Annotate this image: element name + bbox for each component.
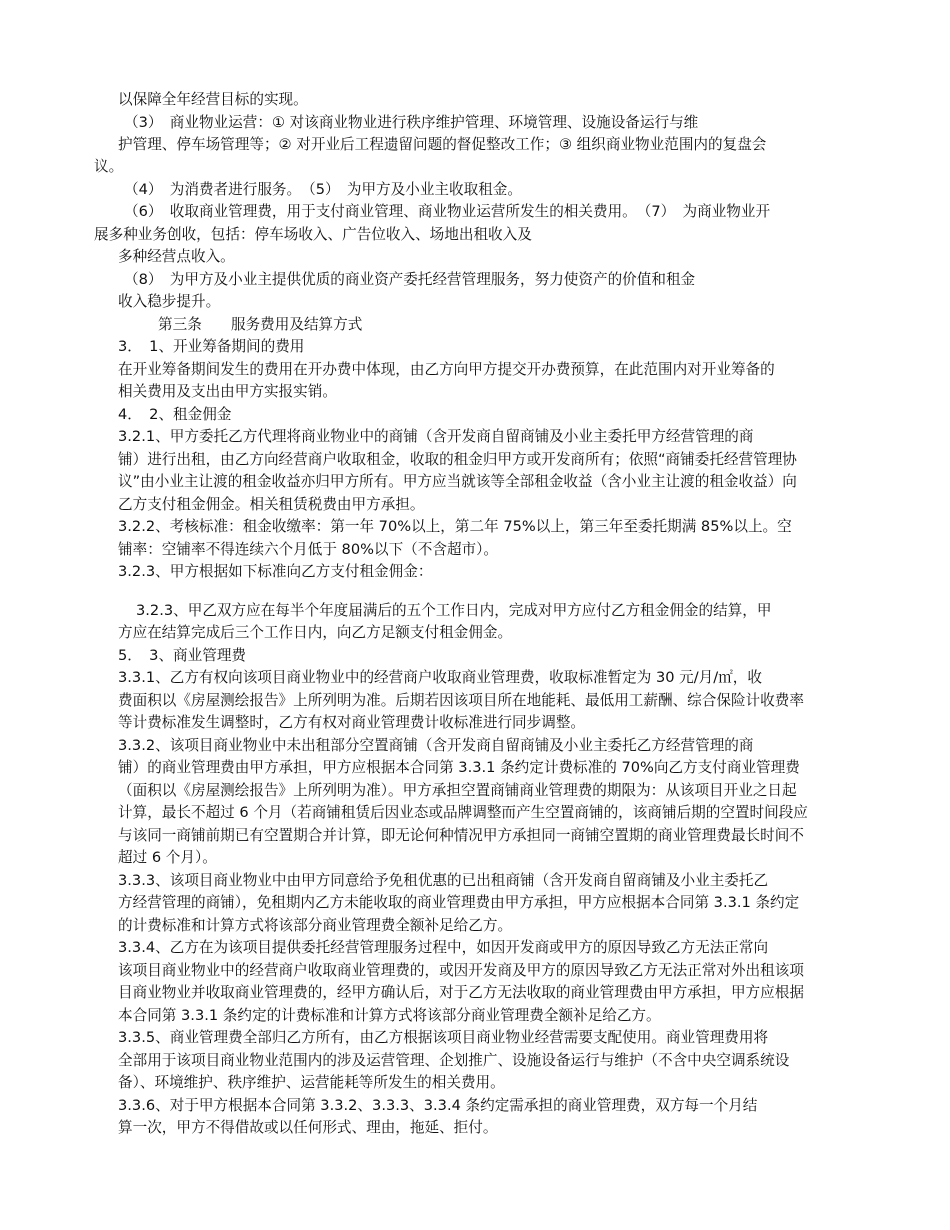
- text-line: 3.2.3、甲方根据如下标准向乙方支付租金佣金：: [118, 563, 433, 580]
- text-line: 3.2.2、考核标准：租金收缴率：第一年 70%以上，第二年 75%以上，第三年至委托期满 85%以上。空: [118, 518, 792, 535]
- text-line: 与该同一商铺前期已有空置期合并计算，即无论何种情况甲方承担同一商铺空置期的商业管理费最长时间不: [118, 827, 804, 844]
- text-line: 方经营管理的商铺），免租期内乙方未能收取的商业管理费由甲方承担，甲方应根据本合同第 3.3.1 条约定: [118, 894, 800, 911]
- text-line: 3.2.3、甲乙双方应在每半个年度届满后的五个工作日内，完成对甲方应付乙方租金佣金的结算，甲: [136, 602, 772, 619]
- text-line: 乙方支付租金佣金。相关租赁税费由甲方承担。: [118, 496, 425, 513]
- text-line: 铺）的商业管理费由甲方承担，甲方应根据本合同第 3.3.1 条约定计费标准的 70%向乙方支付商业管理费: [118, 759, 800, 776]
- article-heading: 第三条 服务费用及结算方式: [158, 316, 363, 333]
- text-line: （6） 收取商业管理费，用于支付商业管理、商业物业运营所发生的相关费用。 （7） 为商业物业开: [124, 203, 771, 220]
- text-line: 展多种业务创收，包括：停车场收入、广告位收入、场地出租收入及: [94, 226, 532, 243]
- text-line: 本合同第 3.3.1 条约定的计费标准和计算方式将该部分商业管理费全额补足给乙方。: [118, 1007, 661, 1024]
- text-line: （4） 为消费者进行服务。 （5） 为甲方及小业主收取租金。: [124, 181, 522, 198]
- section-heading: 4． 2、租金佣金: [118, 406, 232, 423]
- text-line: 3.3.6、对于甲方根据本合同第 3.3.2、3.3.3、3.3.4 条约定需承担的商业管理费，双方每一个月结: [118, 1097, 758, 1114]
- text-line: 3.3.5、商业管理费全部归乙方所有，由乙方根据该项目商业物业经营需要支配使用。商业管理费用将: [118, 1029, 769, 1046]
- text-line: 该项目商业物业中的经营商户收取商业管理费的，或因开发商及甲方的原因导致乙方无法正常对外出租该项: [118, 962, 804, 979]
- section-heading: 5． 3、商业管理费: [118, 647, 247, 664]
- text-line: 铺率：空铺率不得连续六个月低于 80%以下（不含超市）。: [118, 541, 499, 558]
- text-line: （8） 为甲方及小业主提供优质的商业资产委托经营管理服务，努力使资产的价值和租金: [124, 271, 696, 288]
- text-line: 收入稳步提升。: [118, 293, 221, 310]
- text-line: 议。: [94, 158, 124, 175]
- text-line: 3.3.2、该项目商业物业中未出租部分空置商铺（含开发商自留商铺及小业主委托乙方经营管理的商: [118, 737, 754, 754]
- text-line: 方应在结算完成后三个工作日内，向乙方足额支付租金佣金。: [118, 624, 513, 641]
- text-line: 目商业物业并收取商业管理费的，经甲方确认后，对于乙方无法收取的商业管理费由甲方承担，甲方应根据: [118, 984, 804, 1001]
- text-line: 议”由小业主让渡的租金收益亦归甲方所有。甲方应当就该等全部租金收益（含小业主让渡的租金收益）向: [118, 473, 797, 490]
- text-line: 全部用于该项目商业物业范围内的涉及运营管理、企划推广、设施设备运行与维护（不含中央空调系统设: [118, 1052, 790, 1069]
- text-line: 护管理、停车场管理等；② 对开业后工程遗留问题的督促整改工作；③ 组织商业物业范围内的复盘会: [118, 136, 767, 153]
- text-line: （面积以《房屋测绘报告》上所列明为准）。甲方承担空置商铺商业管理费的期限为：从该项目开业之日起: [118, 782, 797, 799]
- text-line: 3.3.4、乙方在为该项目提供委托经营管理服务过程中，如因开发商或甲方的原因导致乙方无法正常向: [118, 939, 769, 956]
- text-line: 超过 6 个月）。: [118, 849, 217, 866]
- text-line: 相关费用及支出由甲方实报实销。: [118, 383, 337, 400]
- section-heading: 3． 1、开业筹备期间的费用: [118, 338, 305, 355]
- text-line: 3.3.3、该项目商业物业中由甲方同意给予免租优惠的已出租商铺（含开发商自留商铺及小业主委托乙: [118, 872, 769, 889]
- text-line: 铺）进行出租，由乙方向经营商户收取租金，收取的租金归甲方或开发商所有；依照“商铺委托经营管理协: [118, 451, 797, 468]
- text-line: 算一次，甲方不得借故或以任何形式、理由，拖延、拒付。: [118, 1119, 498, 1136]
- text-line: 费面积以《房屋测绘报告》上所列明为准。后期若因该项目所在地能耗、最低用工薪酬、综合保险计收费率: [118, 692, 804, 709]
- text-line: 在开业筹备期间发生的费用在开办费中体现，由乙方向甲方提交开办费预算，在此范围内对开业筹备的: [118, 361, 775, 378]
- text-line: 3.2.1、甲方委托乙方代理将商业物业中的商铺（含开发商自留商铺及小业主委托甲方经营管理的商: [118, 428, 754, 445]
- text-line: （3） 商业物业运营：① 对该商业物业进行秩序维护管理、环境管理、设施设备运行与维: [124, 114, 699, 131]
- text-line: 以保障全年经营目标的实现。: [118, 91, 308, 108]
- text-line: 计算，最长不超过 6 个月（若商铺租赁后因业态或品牌调整而产生空置商铺的，该商铺后期的空置时间段应: [118, 804, 808, 821]
- text-line: 多种经营点收入。: [118, 248, 235, 265]
- text-line: 的计费标准和计算方式将该部分商业管理费全额补足给乙方。: [118, 917, 513, 934]
- text-line: 等计费标准发生调整时，乙方有权对商业管理费计收标准进行同步调整。: [118, 714, 586, 731]
- text-line: 3.3.1、乙方有权向该项目商业物业中的经营商户收取商业管理费，收取标准暂定为 30 元/月/㎡，收: [118, 669, 762, 686]
- text-line: 备）、环境维护、秩序维护、运营能耗等所发生的相关费用。: [118, 1074, 505, 1091]
